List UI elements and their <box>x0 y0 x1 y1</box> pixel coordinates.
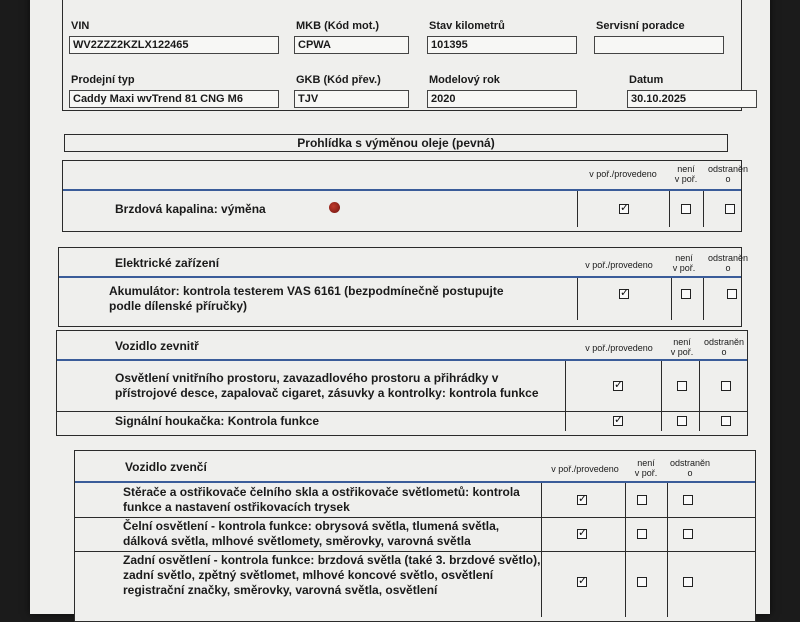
section-brake-fluid <box>62 160 749 232</box>
col-removed-line1: odstraněn <box>703 337 745 347</box>
col-divider <box>565 411 566 431</box>
col-done-header: v poř./provedeno <box>585 260 653 270</box>
section-interior <box>56 330 748 436</box>
col-not-ok-line2: v poř. <box>634 468 658 478</box>
row-text: Zadní osvětlení - kontrola funkce: brzdová světla (také 3. brzdové světlo), zadní světlo, zpětný světlomet, mlhové koncové světlo, osvětlení registrační značky, směrovky, varovná světla, osvětlení <box>123 553 541 597</box>
table-row <box>75 483 755 518</box>
removed-checkbox[interactable] <box>683 529 693 539</box>
not-ok-checkbox[interactable] <box>681 289 691 299</box>
section-title: Vozidlo zevnitř <box>115 339 199 353</box>
done-checkbox[interactable] <box>613 381 623 391</box>
vehicle-info-box <box>62 0 742 111</box>
not-ok-checkbox[interactable] <box>637 495 647 505</box>
section-header <box>57 331 747 361</box>
col-divider <box>541 517 542 551</box>
removed-checkbox[interactable] <box>721 416 731 426</box>
row-text: Osvětlení vnitřního prostoru, zavazadlového prostoru a přihrádky v přístrojové desce, zapalovač cigaret, zásuvky a kontrolky: kontrola funkce <box>115 371 539 400</box>
col-removed-header <box>703 253 753 273</box>
section-header <box>59 248 749 278</box>
vin-field: WV2ZZZ2KZLX122465 <box>69 36 279 54</box>
done-checkbox[interactable] <box>577 577 587 587</box>
col-divider <box>703 191 704 227</box>
done-checkbox[interactable] <box>613 416 623 426</box>
removed-checkbox[interactable] <box>721 381 731 391</box>
done-checkbox[interactable] <box>577 529 587 539</box>
date-label: Datum <box>629 74 664 86</box>
col-removed-line1: odstraněn <box>707 164 749 174</box>
col-divider <box>667 517 668 551</box>
col-divider <box>625 517 626 551</box>
col-done-header: v poř./provedeno <box>589 169 657 179</box>
col-divider <box>625 483 626 517</box>
col-divider <box>541 551 542 617</box>
col-removed-line1: odstraněn <box>669 458 711 468</box>
year-field: 2020 <box>427 90 577 108</box>
done-checkbox[interactable] <box>577 495 587 505</box>
table-row <box>63 191 741 227</box>
service-document <box>30 0 770 614</box>
mkb-label: MKB (Kód mot.) <box>296 20 380 32</box>
col-divider <box>671 278 672 320</box>
not-ok-checkbox[interactable] <box>677 381 687 391</box>
col-not-ok-line1: není <box>675 253 693 263</box>
table-row <box>75 517 755 552</box>
type-label: Prodejní typ <box>71 74 135 86</box>
section-title: Vozidlo zvenčí <box>125 460 207 474</box>
col-not-ok-line2: v poř. <box>670 347 694 357</box>
date-field: 30.10.2025 <box>627 90 757 108</box>
row-text: Čelní osvětlení - kontrola funkce: obrysová světla, tlumená světla, dálková světla, mlhové světlomety, směrovky, varovná světla <box>123 519 500 548</box>
col-removed-header <box>699 337 749 357</box>
col-divider <box>699 411 700 431</box>
section-header <box>75 451 755 483</box>
done-checkbox[interactable] <box>619 289 629 299</box>
col-not-ok-header <box>621 458 671 478</box>
removed-checkbox[interactable] <box>727 289 737 299</box>
col-done-header: v poř./provedeno <box>551 464 619 474</box>
removed-checkbox[interactable] <box>683 495 693 505</box>
col-removed-line1: odstraněn <box>707 253 749 263</box>
table-row <box>59 278 741 320</box>
col-not-ok-line1: není <box>673 337 691 347</box>
section-title: Elektrické zařízení <box>115 256 220 270</box>
type-field: Caddy Maxi wvTrend 81 CNG M6 <box>69 90 279 108</box>
col-divider <box>699 361 700 411</box>
row-text: Stěrače a ostřikovače čelního skla a ostřikovače světlometů: kontrola funkce a nastavení ostřikovacích trysek <box>123 485 520 514</box>
vin-label: VIN <box>71 20 90 32</box>
section-header <box>63 161 749 191</box>
gkb-field: TJV <box>294 90 409 108</box>
section-electrical <box>58 247 749 327</box>
row-text: Signální houkačka: Kontrola funkce <box>115 413 320 428</box>
col-not-ok-line2: v poř. <box>674 174 698 184</box>
col-removed-line2: o <box>721 347 727 357</box>
col-removed-line2: o <box>725 174 731 184</box>
col-divider <box>577 191 578 227</box>
not-ok-checkbox[interactable] <box>637 577 647 587</box>
col-divider <box>625 551 626 617</box>
done-checkbox[interactable] <box>619 204 629 214</box>
row-text: Akumulátor: kontrola testerem VAS 6161 (bezpodmínečně postupujte podle dílenské příručky) <box>109 284 504 313</box>
row-text: Brzdová kapalina: výměna <box>115 201 266 216</box>
table-row <box>57 411 747 431</box>
col-divider <box>669 191 670 227</box>
not-ok-checkbox[interactable] <box>677 416 687 426</box>
col-divider <box>577 278 578 320</box>
col-removed-line2: o <box>687 468 693 478</box>
col-divider <box>661 411 662 431</box>
section-exterior <box>74 450 756 622</box>
col-divider <box>667 551 668 617</box>
year-label: Modelový rok <box>429 74 500 86</box>
removed-checkbox[interactable] <box>683 577 693 587</box>
col-removed-header <box>703 164 753 184</box>
gkb-label: GKB (Kód přev.) <box>296 74 381 86</box>
not-ok-checkbox[interactable] <box>637 529 647 539</box>
col-divider <box>661 361 662 411</box>
col-done-header: v poř./provedeno <box>585 343 653 353</box>
col-divider <box>667 483 668 517</box>
table-row <box>75 551 755 617</box>
not-ok-checkbox[interactable] <box>681 204 691 214</box>
inspection-title: Prohlídka s výměnou oleje (pevná) <box>64 134 728 152</box>
removed-checkbox[interactable] <box>725 204 735 214</box>
advisor-field <box>594 36 724 54</box>
col-divider <box>565 361 566 411</box>
col-not-ok-header <box>659 253 709 273</box>
col-not-ok-line1: není <box>677 164 695 174</box>
red-stamp-dot-icon <box>329 202 340 213</box>
col-removed-header <box>665 458 715 478</box>
km-label: Stav kilometrů <box>429 20 505 32</box>
advisor-label: Servisní poradce <box>596 20 685 32</box>
mkb-field: CPWA <box>294 36 409 54</box>
col-divider <box>541 483 542 517</box>
col-divider <box>703 278 704 320</box>
col-not-ok-line2: v poř. <box>672 263 696 273</box>
km-field: 101395 <box>427 36 577 54</box>
col-removed-line2: o <box>725 263 731 273</box>
col-not-ok-line1: není <box>637 458 655 468</box>
table-row <box>57 361 747 412</box>
